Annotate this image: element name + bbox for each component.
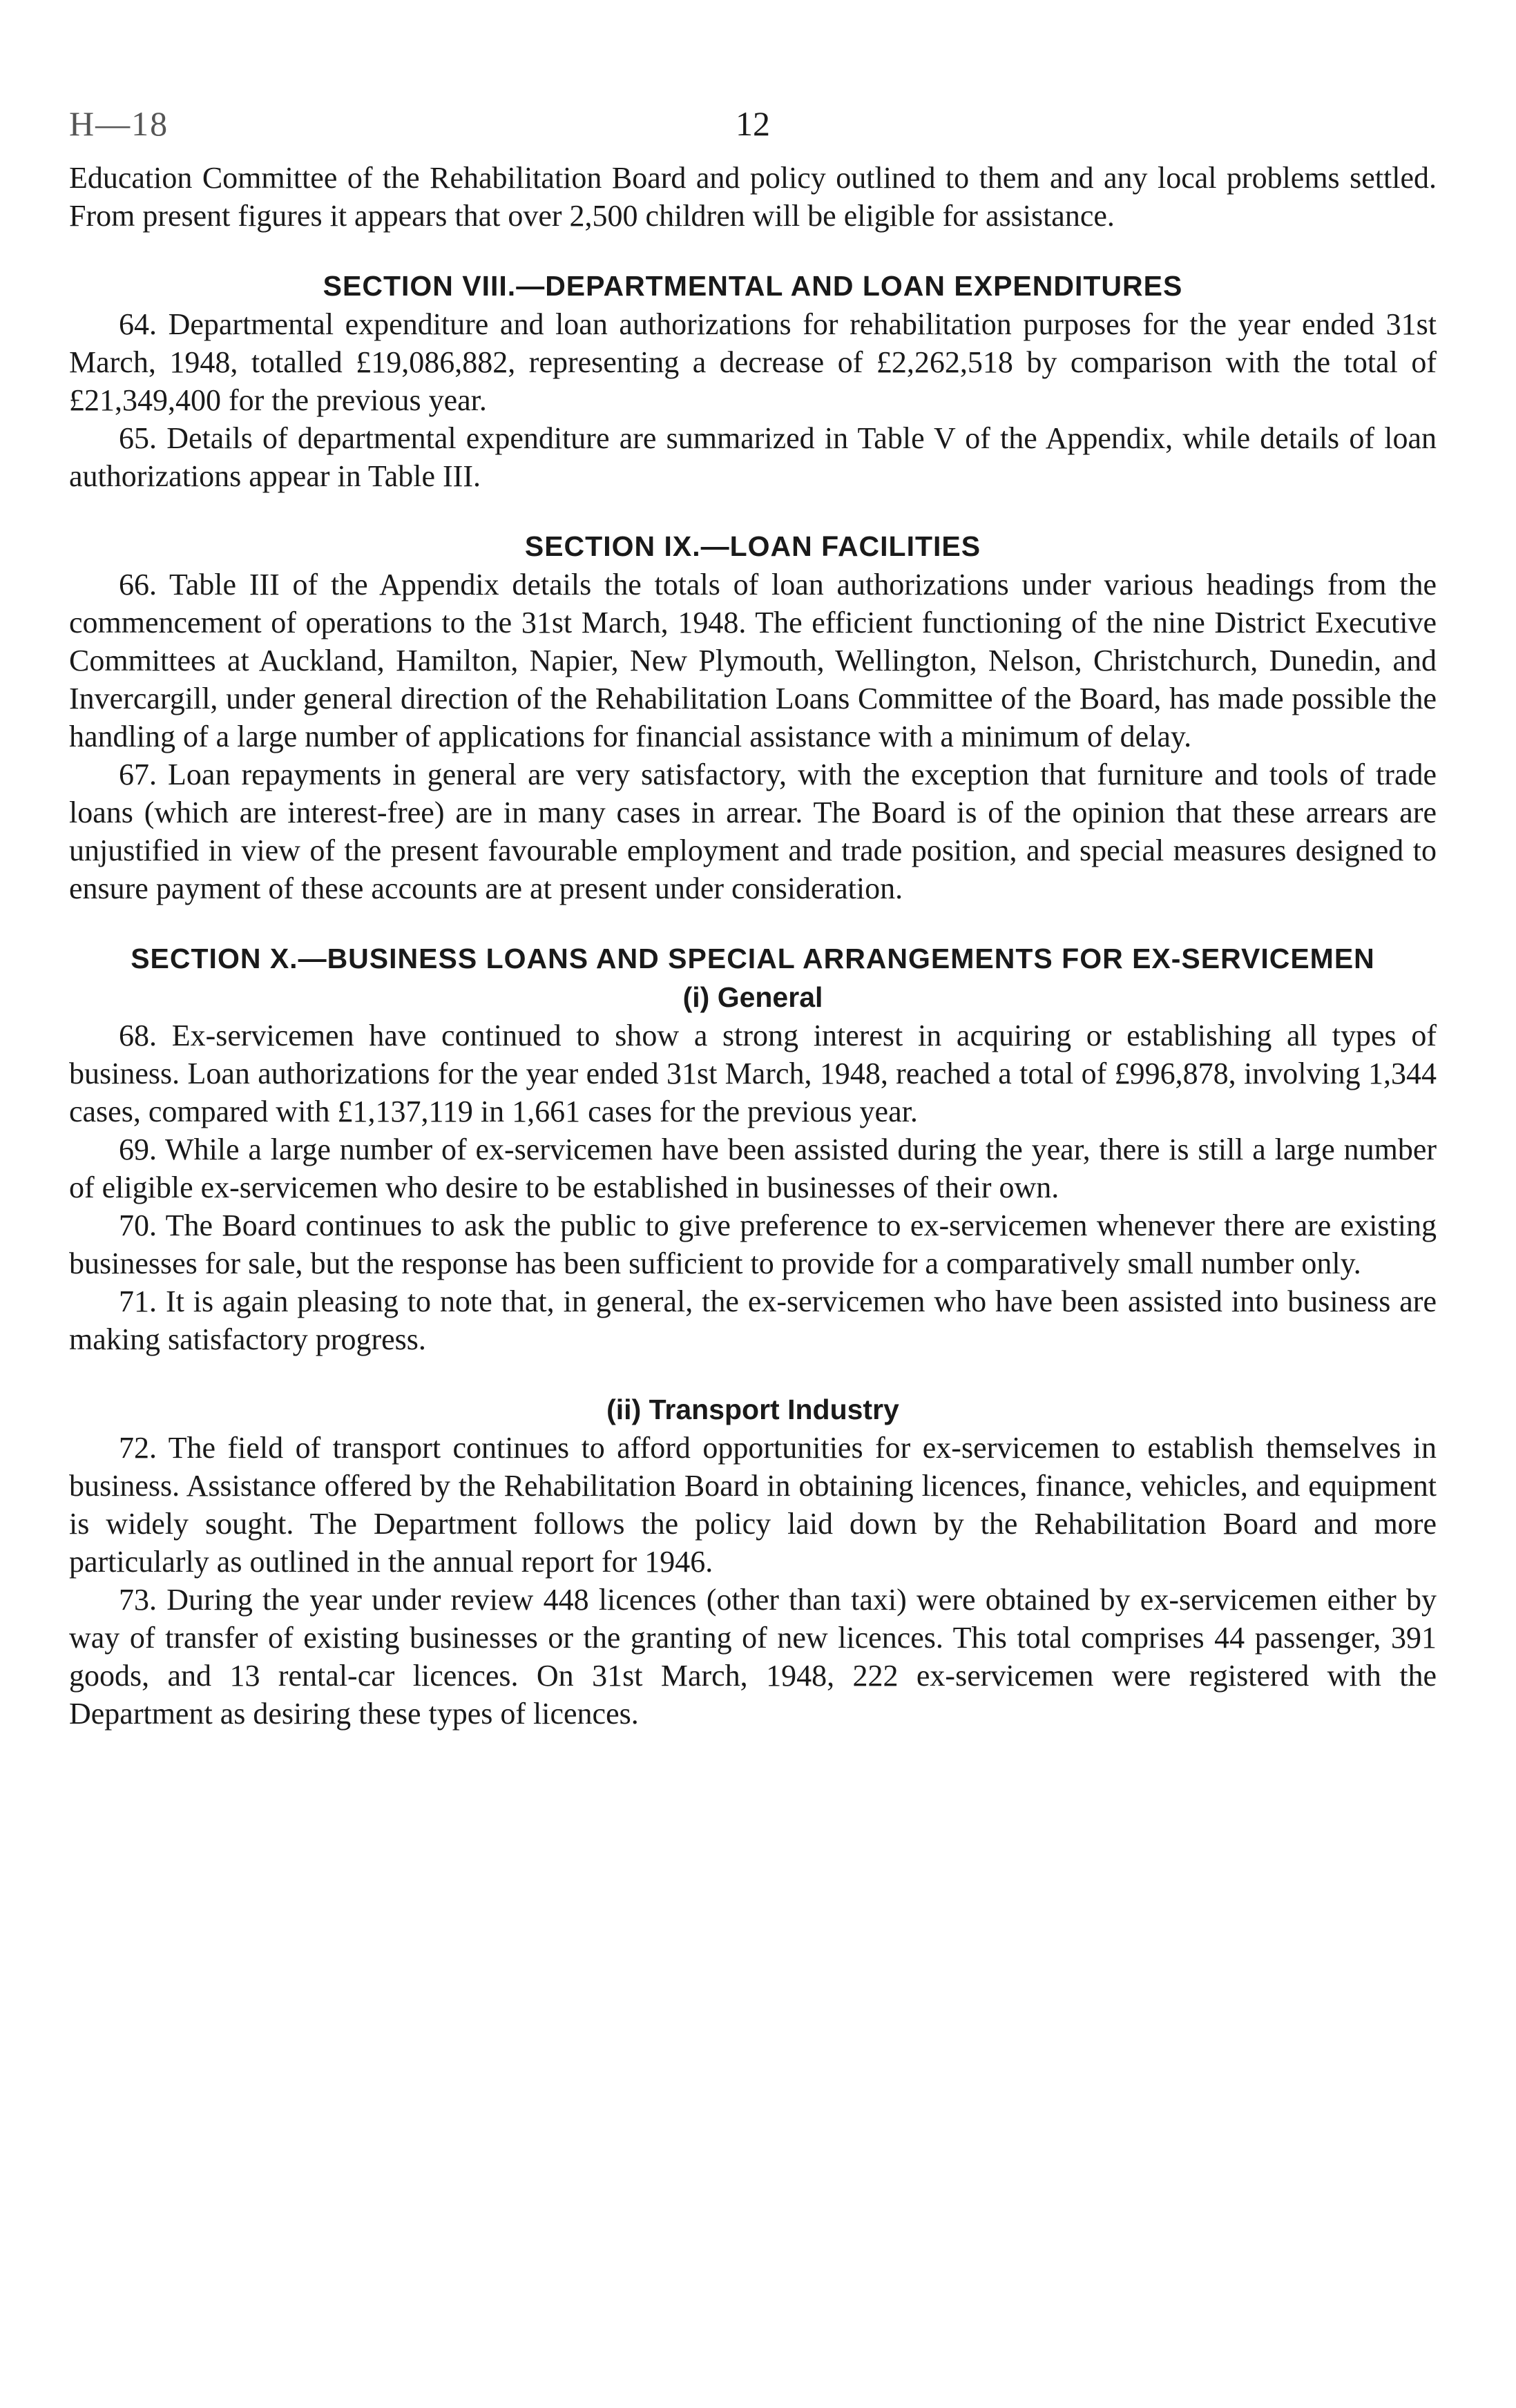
subsection-transport-heading: (ii) Transport Industry (606, 1394, 899, 1425)
paragraph-70: 70. The Board continues to ask the public to give preference to ex-servicemen whenever there are existing businesses for sale, but the response has been sufficient to provide for a comparatively small number only. (69, 1208, 1437, 1280)
paragraph-67: 67. Loan repayments in general are very satisfactory, with the exception that furniture and tools of trade loans (which are interest-free) are in many cases in arrear. The Board is of the opinion that these arrears are unjustified in view of the present favourable employment and trade position, and special measures designed to ensure payment of these accounts are at present under consideration. (69, 758, 1437, 905)
section-viii-heading: SECTION VIII.—DEPARTMENTAL AND LOAN EXPENDITURES (323, 270, 1183, 302)
intro-continuation-paragraph: Education Committee of the Rehabilitation Board and policy outlined to them and any local problems settled. From present figures it appears that over 2,500 children will be eligible for assistance. (69, 161, 1437, 233)
section-ix-heading: SECTION IX.—LOAN FACILITIES (524, 530, 981, 562)
subsection-general-heading: (i) General (682, 981, 823, 1013)
running-head (69, 104, 1437, 159)
section-x-heading: SECTION X.—BUSINESS LOANS AND SPECIAL ARRANGEMENTS FOR EX-SERVICEMEN (131, 943, 1375, 974)
paragraph-71: 71. It is again pleasing to note that, in general, the ex-servicemen who have been assisted into business are making satisfactory progress. (69, 1284, 1437, 1356)
paragraph-69: 69. While a large number of ex-servicemen have been assisted during the year, there is still a large number of eligible ex-servicemen who desire to be established in businesses of their own. (69, 1133, 1437, 1204)
paragraph-65: 65. Details of departmental expenditure are summarized in Table V of the Appendix, while details of loan authorizations appear in Table III. (69, 421, 1437, 493)
paragraph-66: 66. Table III of the Appendix details the totals of loan authorizations under various headings from the commencement of operations to the 31st March, 1948. The efficient functioning of the nine District Executive Committees at Auckland, Hamilton, Napier, New Plymouth, Wellington, Nelson, Christchurch, Dunedin, and Invercargill, under general direction of the Rehabilitation Loans Committee of the Board, has made possible the handling of a large number of applications for financial assistance with a minimum of delay. (69, 568, 1437, 753)
paragraph-73: 73. During the year under review 448 licences (other than taxi) were obtained by ex-servicemen either by way of transfer of existing businesses or the granting of new licences. This total comprises 44 passenger, 391 goods, and 13 rental-car licences. On 31st March, 1948, 222 ex-servicemen were registered with the Department as desiring these types of licences. (69, 1583, 1437, 1731)
page-number: 12 (736, 104, 770, 143)
document-page (69, 104, 1437, 1733)
paragraph-64: 64. Departmental expenditure and loan authorizations for rehabilitation purposes for the year ended 31st March, 1948, totalled £19,086,882, representing a decrease of £2,262,518 by comparison with the total of £21,349,400 for the previous year. (69, 307, 1437, 417)
paragraph-68: 68. Ex-servicemen have continued to show a strong interest in acquiring or establishing all types of business. Loan authorizations for the year ended 31st March, 1948, reached a total of £996,878, involving 1,344 cases, compared with £1,137,119 in 1,661 cases for the previous year. (69, 1019, 1437, 1128)
report-reference: H—18 (69, 104, 169, 143)
paragraph-72: 72. The field of transport continues to afford opportunities for ex-servicemen to establish themselves in business. Assistance offered by the Rehabilitation Board in obtaining licences, finance, vehicles, and equipment is widely sought. The Department follows the policy laid down by the Rehabilitation Board and more particularly as outlined in the annual report for 1946. (69, 1431, 1437, 1579)
